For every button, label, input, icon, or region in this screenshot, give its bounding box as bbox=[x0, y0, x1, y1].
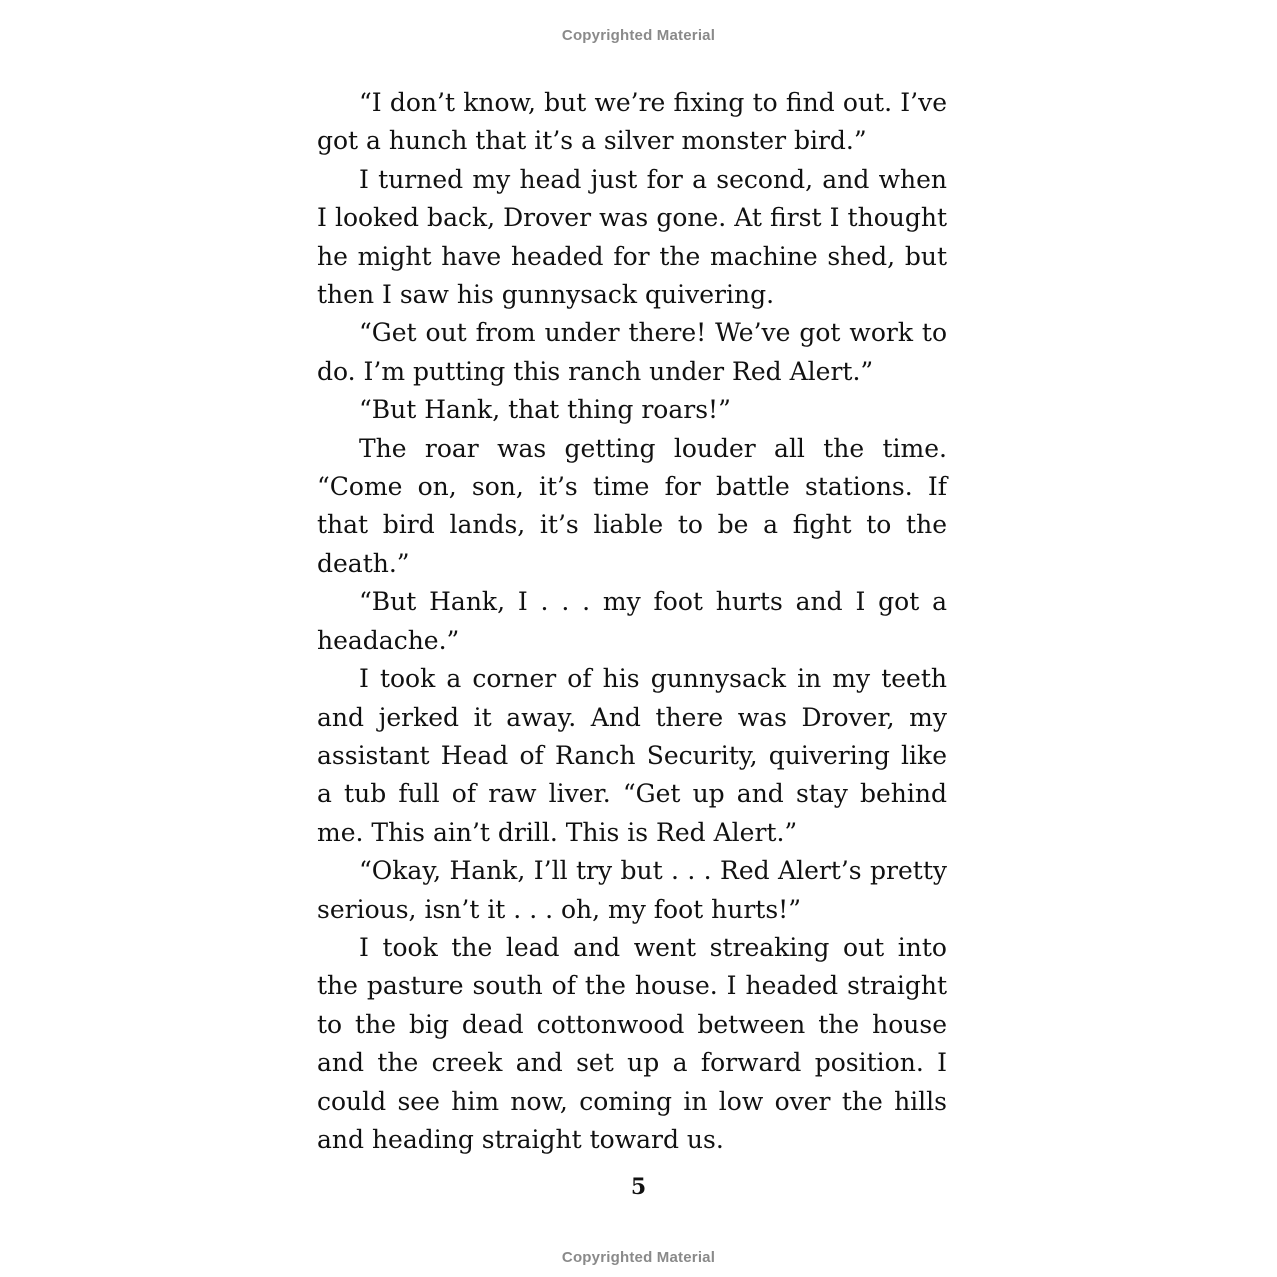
paragraph: “Get out from under there! We’ve got work to do. I’m putting this ranch under Red Alert.” bbox=[317, 318, 947, 386]
copyright-watermark-top: Copyrighted Material bbox=[561, 27, 716, 44]
paragraph: I turned my head just for a second, and when I looked back, Drover was gone. At first I thought he might have headed for the machine shed, but then I saw his gunnysack quivering. bbox=[317, 164, 947, 310]
page-number: 5 bbox=[630, 1174, 647, 1200]
paragraph: “But Hank, I . . . my foot hurts and I got a headache.” bbox=[317, 587, 947, 655]
paragraph: The roar was getting louder all the time. “Come on, son, it’s time for battle stations. If that bird lands, it’s liable to be a fight to the death.” bbox=[317, 433, 947, 578]
paragraph: I took the lead and went streaking out into the pasture south of the house. I headed straight to the big dead cottonwood between the house and the creek and set up a forward position. I could see him now, coming in low over the hills and heading straight toward us. bbox=[317, 932, 947, 1154]
copyright-watermark-bottom: Copyrighted Material bbox=[561, 1249, 716, 1266]
paragraph: “But Hank, that thing roars!” bbox=[359, 395, 731, 425]
paragraph: I took a corner of his gunnysack in my teeth and jerked it away. And there was Drover, my assistant Head of Ranch Security, quivering like a tub full of raw liver. “Get up and stay behind me. This ain’t drill. This is Red Alert.” bbox=[317, 664, 947, 847]
body-text bbox=[317, 84, 947, 1159]
paragraph: “Okay, Hank, I’ll try but . . . Red Alert’s pretty serious, isn’t it . . . oh, my foot hurts!” bbox=[317, 856, 947, 924]
paragraph: “I don’t know, but we’re fixing to find out. I’ve got a hunch that it’s a silver monster bird.” bbox=[317, 88, 947, 156]
